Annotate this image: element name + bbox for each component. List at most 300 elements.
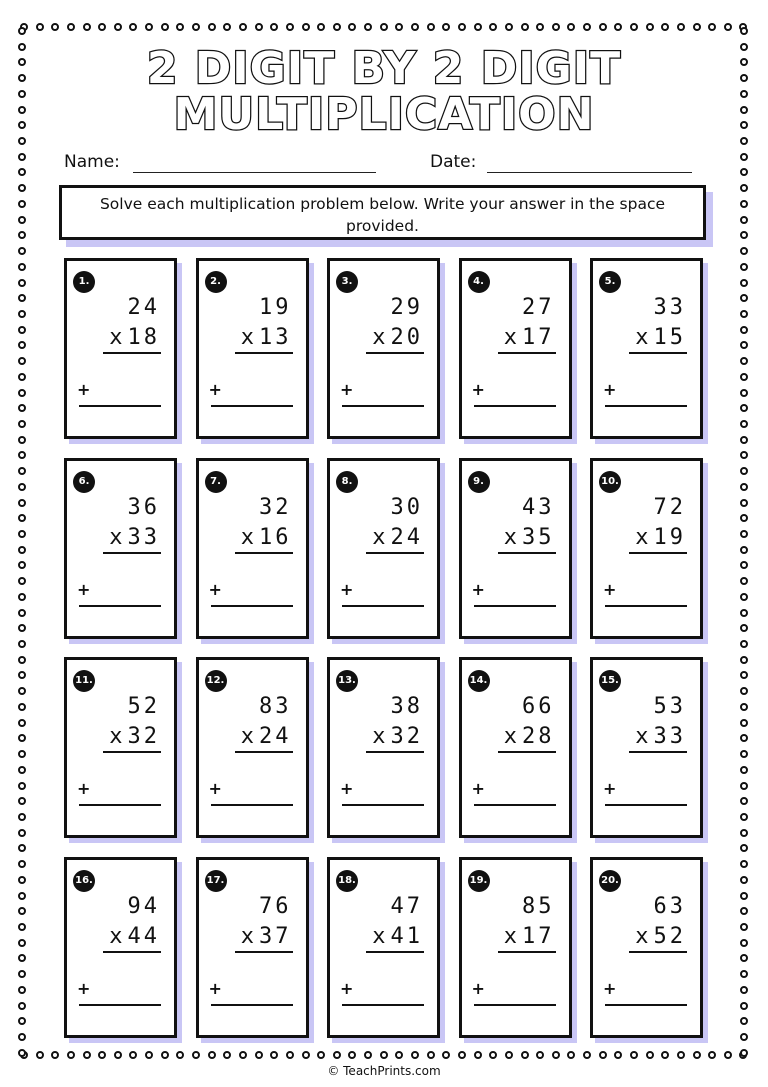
title-line-1: 2 DIGIT BY 2 DIGIT [146, 43, 622, 94]
border-dot [599, 1051, 607, 1059]
border-dot [740, 954, 748, 962]
border-dot [599, 23, 607, 31]
border-dot [18, 436, 26, 444]
border-dot [18, 451, 26, 459]
multiplicand: 43 [522, 494, 555, 520]
border-dot [411, 23, 419, 31]
border-dot [740, 656, 748, 664]
border-dot [740, 483, 748, 491]
problem-card [590, 458, 703, 639]
times-sign: x [635, 524, 652, 550]
product-rule [366, 951, 424, 953]
multiplier-value: 15 [653, 325, 686, 350]
date-label: Date: [430, 152, 477, 172]
product-rule [629, 751, 687, 753]
border-dot [51, 1051, 59, 1059]
answer-field[interactable] [211, 1004, 293, 1006]
plus-sign: + [208, 380, 222, 399]
instructions-box [59, 185, 706, 240]
border-dot [521, 23, 529, 31]
multiplier-value: 28 [522, 724, 555, 749]
multiplicand: 63 [653, 893, 686, 919]
multiplier-value: 37 [259, 923, 292, 949]
border-dot [18, 986, 26, 994]
plus-sign: + [340, 978, 354, 998]
instructions-text: Solve each multiplication problem below. Write your answer in the space provided. [99, 195, 666, 235]
border-dot [740, 892, 748, 900]
border-dot [395, 1051, 403, 1059]
problem-card [196, 657, 309, 838]
problem-number-badge: 6. [73, 471, 95, 493]
answer-field[interactable] [474, 804, 556, 806]
product-rule [498, 951, 556, 953]
times-sign: x [635, 325, 652, 350]
border-dot [18, 263, 26, 271]
border-dot [18, 341, 26, 349]
product-rule [235, 751, 293, 753]
border-dot [395, 23, 403, 31]
border-dot [583, 23, 591, 31]
title-line-2: MULTIPLICATION [173, 89, 595, 140]
border-dot [740, 844, 748, 852]
product-rule [629, 352, 687, 354]
border-dots-bottom [20, 1051, 748, 1059]
border-dot [646, 1051, 654, 1059]
border-dot [740, 451, 748, 459]
border-dot [18, 719, 26, 727]
border-dot [18, 137, 26, 145]
answer-field[interactable] [79, 804, 161, 806]
border-dot [740, 782, 748, 790]
border-dot [18, 514, 26, 522]
multiplicand: 52 [127, 694, 160, 719]
border-dot [364, 23, 372, 31]
answer-field[interactable] [605, 804, 687, 806]
plus-sign: + [77, 978, 91, 998]
border-dot [552, 23, 560, 31]
border-dot [18, 279, 26, 287]
date-field[interactable] [487, 172, 692, 173]
plus-sign: + [340, 380, 354, 399]
product-rule [366, 352, 424, 354]
plus-sign: + [603, 380, 617, 399]
name-date-row [64, 152, 696, 178]
border-dot [740, 279, 748, 287]
problem-number-badge: 12. [205, 670, 227, 692]
border-dot [693, 1051, 701, 1059]
times-sign: x [109, 325, 126, 350]
border-dot [536, 23, 544, 31]
border-dot [740, 247, 748, 255]
problem-card [590, 258, 703, 439]
border-dot [98, 23, 106, 31]
border-dot [98, 1051, 106, 1059]
border-dot [36, 23, 44, 31]
product-rule [235, 951, 293, 953]
product-rule [235, 352, 293, 354]
border-dot [740, 1049, 748, 1057]
answer-field[interactable] [474, 605, 556, 607]
multiplicand: 32 [259, 494, 292, 520]
border-dot [630, 23, 638, 31]
border-dot [302, 1051, 310, 1059]
multiplier [241, 724, 292, 750]
multiplicand: 85 [522, 893, 555, 919]
plus-sign: + [603, 978, 617, 998]
border-dot [740, 137, 748, 145]
multiplicand: 53 [653, 694, 686, 719]
border-dot [614, 23, 622, 31]
border-dot [740, 168, 748, 176]
border-dot [740, 294, 748, 302]
multiplier-value: 44 [127, 923, 160, 949]
border-dot [740, 687, 748, 695]
border-dot [724, 23, 732, 31]
border-dot [18, 844, 26, 852]
border-dot [18, 184, 26, 192]
problem-number-badge: 2. [205, 271, 227, 293]
times-sign: x [372, 724, 389, 749]
border-dot [740, 153, 748, 161]
border-dot [677, 1051, 685, 1059]
multiplier-value: 32 [390, 724, 423, 749]
times-sign: x [372, 923, 389, 949]
border-dot [18, 168, 26, 176]
answer-field[interactable] [342, 405, 424, 407]
answer-field[interactable] [79, 405, 161, 407]
problem-card [459, 458, 572, 639]
border-dot [442, 1051, 450, 1059]
border-dot [18, 294, 26, 302]
border-dot [505, 1051, 513, 1059]
multiplicand: 29 [390, 295, 423, 320]
border-dot [18, 404, 26, 412]
problem-card [459, 857, 572, 1038]
border-dot [740, 939, 748, 947]
problem-card [327, 857, 440, 1038]
border-dot [740, 593, 748, 601]
border-dot [18, 876, 26, 884]
border-dot [208, 1051, 216, 1059]
problem-card [196, 458, 309, 639]
times-sign: x [109, 724, 126, 749]
border-dot [521, 1051, 529, 1059]
border-dot [18, 797, 26, 805]
product-rule [629, 951, 687, 953]
answer-field[interactable] [211, 405, 293, 407]
border-dot [505, 23, 513, 31]
multiplier [635, 325, 686, 351]
border-dot [18, 970, 26, 978]
problem-card [327, 657, 440, 838]
border-dot [18, 499, 26, 507]
answer-field[interactable] [342, 605, 424, 607]
multiplier [109, 924, 160, 950]
border-dot [18, 1033, 26, 1041]
problem-number-badge: 8. [336, 471, 358, 493]
border-dot [36, 1051, 44, 1059]
multiplier [372, 924, 423, 950]
border-dot [740, 1002, 748, 1010]
plus-sign: + [77, 779, 91, 798]
times-sign: x [635, 923, 652, 949]
border-dot [114, 23, 122, 31]
times-sign: x [372, 325, 389, 350]
problem-number-badge: 11. [73, 670, 95, 692]
border-dot [192, 23, 200, 31]
border-dot [567, 23, 575, 31]
border-dot [286, 23, 294, 31]
multiplicand: 83 [259, 694, 292, 719]
answer-field[interactable] [342, 1004, 424, 1006]
border-dot [614, 1051, 622, 1059]
times-sign: x [240, 524, 257, 550]
answer-field[interactable] [211, 605, 293, 607]
border-dot [18, 829, 26, 837]
problem-card [327, 458, 440, 639]
border-dots-top [20, 23, 748, 31]
border-dot [740, 671, 748, 679]
multiplicand: 30 [390, 494, 423, 520]
border-dot [677, 23, 685, 31]
border-dot [740, 561, 748, 569]
border-dot [18, 593, 26, 601]
border-dot [18, 892, 26, 900]
border-dot [630, 1051, 638, 1059]
border-dot [740, 970, 748, 978]
times-sign: x [109, 923, 126, 949]
border-dot [740, 766, 748, 774]
problem-number-badge: 5. [599, 271, 621, 293]
border-dot [18, 687, 26, 695]
product-rule [103, 352, 161, 354]
multiplier [504, 525, 555, 551]
border-dot [740, 609, 748, 617]
border-dot [145, 23, 153, 31]
multiplicand: 24 [127, 295, 160, 320]
multiplier [504, 724, 555, 750]
border-dot [18, 954, 26, 962]
border-dot [724, 1051, 732, 1059]
border-dot [192, 1051, 200, 1059]
border-dot [18, 624, 26, 632]
product-rule [103, 552, 161, 554]
product-rule [498, 751, 556, 753]
border-dot [255, 23, 263, 31]
border-dot [18, 483, 26, 491]
border-dot [348, 1051, 356, 1059]
border-dot [740, 829, 748, 837]
problem-number-badge: 18. [336, 870, 358, 892]
problem-card [590, 657, 703, 838]
multiplier [504, 325, 555, 351]
problem-number-badge: 4. [468, 271, 490, 293]
plus-sign: + [340, 779, 354, 798]
border-dot [18, 467, 26, 475]
border-dot [18, 703, 26, 711]
border-dot [145, 1051, 153, 1059]
border-dot [740, 750, 748, 758]
problem-number-badge: 19. [468, 870, 490, 892]
border-dot [740, 797, 748, 805]
border-dot [18, 27, 26, 35]
border-dot [270, 1051, 278, 1059]
border-dot [67, 23, 75, 31]
problem-card [459, 258, 572, 439]
problem-number-badge: 10. [599, 471, 621, 493]
plus-sign: + [603, 779, 617, 798]
border-dot [18, 561, 26, 569]
border-dot [740, 467, 748, 475]
border-dot [427, 23, 435, 31]
plus-sign: + [471, 380, 485, 399]
copyright-footer: © TeachPrints.com [327, 1064, 441, 1078]
name-field[interactable] [133, 172, 376, 173]
border-dot [317, 23, 325, 31]
border-dot [708, 1051, 716, 1059]
border-dot [176, 1051, 184, 1059]
border-dot [740, 907, 748, 915]
plus-sign: + [208, 579, 222, 599]
border-dot [333, 1051, 341, 1059]
multiplier-value: 18 [127, 325, 160, 350]
multiplier [635, 724, 686, 750]
border-dot [18, 247, 26, 255]
border-dot [255, 1051, 263, 1059]
border-dot [18, 373, 26, 381]
product-rule [103, 751, 161, 753]
border-dot [129, 1051, 137, 1059]
border-dot [740, 1033, 748, 1041]
border-dot [740, 530, 748, 538]
border-dot [474, 1051, 482, 1059]
border-dot [18, 813, 26, 821]
problem-card [64, 657, 177, 838]
problem-card [590, 857, 703, 1038]
border-dot [380, 23, 388, 31]
multiplier [504, 924, 555, 950]
border-dot [223, 1051, 231, 1059]
border-dot [536, 1051, 544, 1059]
border-dot [18, 153, 26, 161]
border-dot [18, 609, 26, 617]
multiplier-value: 33 [127, 524, 160, 550]
border-dot [740, 310, 748, 318]
border-dot [18, 231, 26, 239]
multiplier [241, 525, 292, 551]
border-dot [114, 1051, 122, 1059]
border-dot [740, 514, 748, 522]
problem-number-badge: 9. [468, 471, 490, 493]
answer-field[interactable] [79, 605, 161, 607]
border-dot [646, 23, 654, 31]
times-sign: x [635, 724, 652, 749]
border-dot [740, 640, 748, 648]
border-dot [740, 216, 748, 224]
border-dot [302, 23, 310, 31]
times-sign: x [503, 724, 520, 749]
problem-number-badge: 20. [599, 870, 621, 892]
plus-sign: + [471, 978, 485, 998]
border-dot [661, 1051, 669, 1059]
border-dot [51, 23, 59, 31]
border-dot [458, 1051, 466, 1059]
border-dot [740, 326, 748, 334]
multiplier-value: 24 [259, 724, 292, 749]
multiplier-value: 17 [522, 923, 555, 949]
border-dot [239, 1051, 247, 1059]
times-sign: x [503, 923, 520, 949]
answer-field[interactable] [605, 605, 687, 607]
multiplicand: 33 [653, 295, 686, 320]
border-dot [693, 23, 701, 31]
border-dot [740, 357, 748, 365]
border-dot [18, 1002, 26, 1010]
problem-number-badge: 1. [73, 271, 95, 293]
answer-field[interactable] [605, 405, 687, 407]
multiplicand: 36 [127, 494, 160, 520]
problem-number-badge: 16. [73, 870, 95, 892]
multiplier [635, 525, 686, 551]
border-dot [208, 23, 216, 31]
times-sign: x [109, 524, 126, 550]
answer-field[interactable] [474, 405, 556, 407]
plus-sign: + [603, 579, 617, 599]
border-dot [489, 1051, 497, 1059]
border-dots-left [18, 27, 26, 1057]
product-rule [235, 552, 293, 554]
multiplier-value: 17 [522, 325, 555, 350]
border-dot [18, 310, 26, 318]
answer-field[interactable] [79, 1004, 161, 1006]
problem-card [327, 258, 440, 439]
times-sign: x [240, 724, 257, 749]
product-rule [366, 552, 424, 554]
border-dot [18, 907, 26, 915]
border-dot [740, 986, 748, 994]
multiplier-value: 35 [522, 524, 555, 550]
border-dot [18, 656, 26, 664]
border-dot [380, 1051, 388, 1059]
product-rule [366, 751, 424, 753]
problem-number-badge: 14. [468, 670, 490, 692]
answer-field[interactable] [474, 1004, 556, 1006]
border-dot [740, 703, 748, 711]
border-dot [364, 1051, 372, 1059]
multiplicand: 27 [522, 295, 555, 320]
border-dot [740, 420, 748, 428]
border-dot [740, 719, 748, 727]
plus-sign: + [471, 779, 485, 798]
border-dot [442, 23, 450, 31]
plus-sign: + [77, 579, 91, 599]
border-dot [239, 23, 247, 31]
multiplicand: 72 [653, 494, 686, 520]
border-dot [740, 231, 748, 239]
answer-field[interactable] [211, 804, 293, 806]
product-rule [498, 552, 556, 554]
answer-field[interactable] [605, 1004, 687, 1006]
problem-number-badge: 7. [205, 471, 227, 493]
border-dot [129, 23, 137, 31]
problem-card [196, 857, 309, 1038]
multiplicand: 47 [390, 893, 423, 919]
answer-field[interactable] [342, 804, 424, 806]
border-dot [18, 1049, 26, 1057]
border-dot [83, 23, 91, 31]
border-dot [740, 341, 748, 349]
border-dot [18, 200, 26, 208]
